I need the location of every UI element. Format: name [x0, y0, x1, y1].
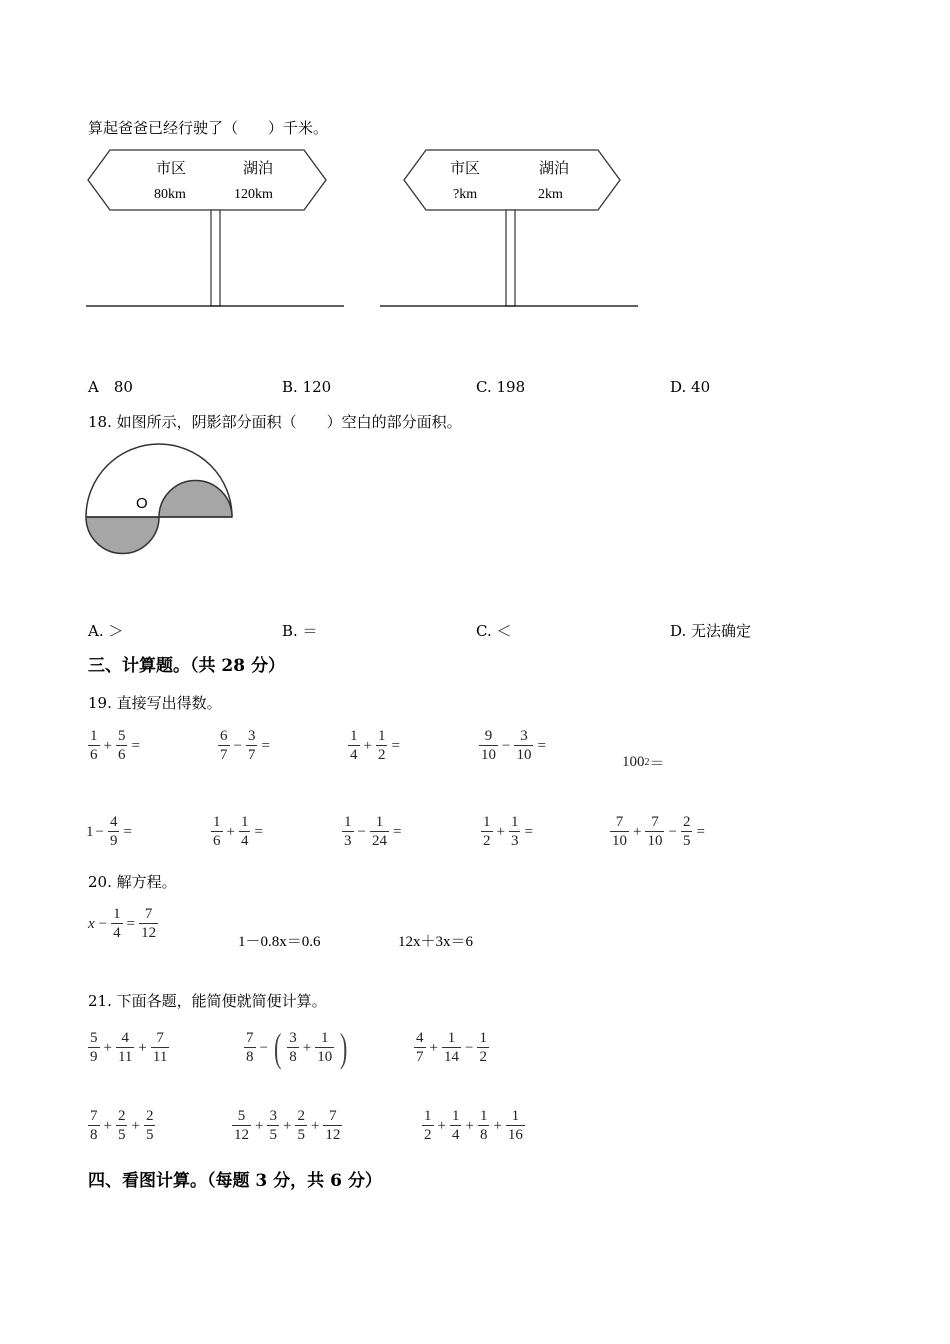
fraction	[478, 1108, 490, 1144]
operator: −	[357, 823, 366, 840]
denominator: 7	[220, 747, 228, 763]
numerator: 1	[344, 814, 352, 830]
equals: =	[131, 737, 140, 754]
denominator: 2	[424, 1127, 432, 1143]
denominator: 3	[344, 833, 352, 849]
numerator: 2	[145, 1108, 154, 1124]
fraction	[514, 728, 533, 764]
denominator: 10	[516, 747, 532, 763]
operator: +	[131, 1117, 140, 1134]
operator: −	[502, 737, 511, 754]
fraction	[218, 728, 230, 764]
q21-expr-2	[242, 1025, 352, 1070]
fraction	[116, 728, 128, 764]
section-3-title: 三、计算题。（共 28 分）	[88, 656, 285, 676]
road-sign-right	[378, 148, 640, 310]
denominator: 10	[481, 747, 496, 763]
fraction	[267, 1108, 279, 1144]
sign-left-dist-lake: 120km	[234, 187, 273, 202]
operator: +	[226, 823, 235, 840]
denominator: 5	[117, 1127, 126, 1143]
operator: +	[255, 1117, 264, 1134]
numerator: 4	[109, 814, 118, 830]
q19-expr-3	[346, 728, 402, 764]
denominator: 9	[90, 1049, 98, 1065]
operator: −	[259, 1039, 268, 1056]
fraction	[376, 728, 388, 764]
numerator: 1	[511, 1108, 520, 1124]
q20-equation-1	[88, 906, 160, 942]
denominator: 5	[682, 833, 691, 849]
operator: +	[103, 737, 112, 754]
numerator: 7	[156, 1030, 164, 1046]
q21-expr-6	[420, 1108, 527, 1144]
denominator: 16	[507, 1127, 523, 1143]
operator: −	[98, 915, 108, 932]
denominator: 5	[145, 1127, 154, 1143]
denominator: 3	[510, 833, 519, 849]
road-sign-left	[84, 148, 346, 310]
equals: =	[392, 823, 402, 840]
q19-expr-6	[86, 814, 134, 850]
denominator: 4	[350, 747, 358, 763]
numerator: 4	[416, 1030, 424, 1046]
q19-expr-2	[216, 728, 272, 764]
q21-expr-5	[230, 1108, 344, 1144]
equals: =	[696, 823, 705, 840]
operator: +	[496, 823, 505, 840]
operator: +	[465, 1117, 474, 1134]
equals: =	[254, 823, 263, 840]
denominator: 10	[612, 833, 627, 849]
denominator: 6	[213, 833, 221, 849]
operator: +	[302, 1039, 312, 1056]
numerator: 9	[484, 728, 493, 744]
section-4-title: 四、看图计算。（每题 3 分，共 6 分）	[88, 1171, 382, 1191]
numerator: 1	[90, 728, 98, 744]
fraction	[151, 1030, 169, 1066]
q21-expr-4	[86, 1108, 157, 1144]
fraction	[116, 1030, 134, 1066]
denominator: 6	[117, 747, 126, 763]
operator: +	[363, 737, 372, 754]
denominator: 4	[113, 925, 121, 941]
fraction	[479, 728, 498, 764]
sign-left-dist-city: 80km	[154, 187, 186, 202]
fraction	[506, 1108, 525, 1144]
denominator: 5	[269, 1127, 277, 1143]
sign-right-dest-city: 市区	[450, 159, 481, 177]
fraction	[116, 1108, 128, 1144]
numerator: 3	[289, 1030, 297, 1046]
fraction	[108, 814, 120, 850]
numerator: 7	[651, 814, 659, 830]
q17-option-c[interactable]: C. 198	[476, 378, 526, 396]
denominator: 11	[117, 1049, 133, 1065]
denominator: 8	[246, 1049, 254, 1065]
fraction	[246, 728, 258, 764]
denominator: 12	[141, 925, 157, 941]
fraction	[232, 1108, 251, 1144]
numerator: 3	[520, 728, 528, 744]
numerator: 1	[113, 906, 121, 922]
numerator: 3	[247, 728, 256, 744]
numerator: 1	[375, 814, 384, 830]
operator: +	[437, 1117, 446, 1134]
numerator: 1	[451, 1108, 460, 1124]
equals: ＝	[649, 756, 665, 772]
q19-expr-5	[622, 752, 665, 773]
denominator: 10	[317, 1049, 333, 1065]
denominator: 5	[297, 1127, 305, 1143]
denominator: 6	[90, 747, 98, 763]
denominator: 12	[234, 1127, 249, 1143]
q20-equation-3: 12x＋3x＝6	[398, 934, 474, 950]
numerator: 1	[510, 814, 519, 830]
fraction	[315, 1030, 334, 1066]
right-parenthesis: )	[340, 1025, 348, 1070]
numerator: 7	[615, 814, 624, 830]
numerator: 2	[297, 1108, 305, 1124]
sign-left-dest-lake: 湖泊	[243, 159, 274, 177]
fraction	[610, 814, 629, 850]
fraction	[88, 1030, 100, 1066]
numerator: 1	[377, 728, 386, 744]
q21-expr-3	[412, 1030, 491, 1066]
q19-title: 19. 直接写出得数。	[88, 694, 222, 712]
operator: +	[282, 1117, 292, 1134]
numerator: 6	[220, 728, 228, 744]
denominator: 7	[247, 747, 256, 763]
fraction	[287, 1030, 299, 1066]
q19-expr-4	[477, 728, 548, 764]
q19-expr-1	[86, 728, 142, 764]
fraction	[422, 1108, 434, 1144]
numerator: 1	[479, 1030, 487, 1046]
fraction	[295, 1108, 307, 1144]
q17-option-d[interactable]: D. 40	[670, 378, 711, 396]
numerator: 3	[269, 1108, 277, 1124]
denominator: 24	[371, 833, 387, 849]
denominator: 4	[451, 1127, 460, 1143]
numerator: 5	[90, 1030, 98, 1046]
numerator: 7	[90, 1108, 98, 1124]
power-base: 100	[622, 754, 645, 770]
q21-title: 21. 下面各题，能简便就简便计算。	[88, 992, 327, 1010]
denominator: 8	[90, 1127, 98, 1143]
left-parenthesis: (	[273, 1025, 282, 1070]
equals: =	[123, 823, 132, 840]
numerator: 1	[479, 1108, 488, 1124]
q20-equation-2: 1－0.8x＝0.6	[238, 934, 321, 950]
numerator: 2	[117, 1108, 126, 1124]
denominator: 2	[479, 1049, 487, 1065]
numerator: 5	[237, 1108, 246, 1124]
whole-number: 1	[86, 823, 94, 840]
fraction	[139, 906, 158, 942]
operator: −	[668, 823, 677, 840]
sign-right-dist-lake: 2km	[538, 187, 563, 202]
denominator: 8	[289, 1049, 297, 1065]
q19-expr-9	[479, 814, 535, 850]
equals: =	[537, 737, 546, 754]
fraction	[144, 1108, 156, 1144]
fraction	[645, 814, 664, 850]
denominator: 9	[109, 833, 118, 849]
fraction	[442, 1030, 461, 1066]
q18-option-b[interactable]: B. ＝	[282, 622, 318, 640]
q17-option-a[interactable]: A 80	[88, 378, 133, 396]
operator: +	[103, 1039, 112, 1056]
numerator: 1	[350, 728, 358, 744]
numerator: 1	[447, 1030, 456, 1046]
numerator: 1	[483, 814, 491, 830]
denominator: 11	[152, 1049, 168, 1065]
numerator: 4	[121, 1030, 129, 1046]
numerator: 2	[682, 814, 691, 830]
q18-option-a[interactable]: A. ＞	[88, 622, 124, 640]
equals: =	[391, 737, 400, 754]
operator: +	[138, 1039, 147, 1056]
denominator: 2	[483, 833, 491, 849]
fraction	[370, 814, 389, 850]
power-exponent: 2	[644, 757, 650, 768]
q18-option-c[interactable]: C. ＜	[476, 622, 512, 640]
denominator: 8	[479, 1127, 488, 1143]
denominator: 12	[325, 1127, 341, 1143]
operator: +	[493, 1117, 502, 1134]
sign-left-dest-city: 市区	[156, 159, 187, 177]
sign-right-dist-city: ?km	[453, 187, 478, 202]
q19-expr-10	[608, 814, 707, 850]
denominator: 10	[647, 833, 663, 849]
numerator: 1	[424, 1108, 432, 1124]
sign-right-dest-lake: 湖泊	[539, 159, 570, 177]
fraction	[509, 814, 521, 850]
numerator: 1	[240, 814, 249, 830]
numerator: 1	[213, 814, 221, 830]
equals: =	[524, 823, 533, 840]
q18-question: 18. 如图所示，阴影部分面积（ ）空白的部分面积。	[88, 413, 462, 431]
q18-option-d[interactable]: D. 无法确定	[670, 622, 752, 640]
fraction	[88, 728, 100, 764]
denominator: 4	[240, 833, 249, 849]
semicircle-figure	[84, 440, 240, 560]
denominator: 7	[416, 1049, 424, 1065]
numerator: 1	[321, 1030, 329, 1046]
operator: −	[233, 737, 242, 754]
fraction	[681, 814, 693, 850]
operator: −	[464, 1039, 474, 1056]
denominator: 14	[443, 1049, 459, 1065]
fraction	[111, 906, 123, 942]
fraction	[481, 814, 493, 850]
operator: +	[103, 1117, 112, 1134]
fraction	[450, 1108, 462, 1144]
numerator: 5	[117, 728, 126, 744]
fraction	[414, 1030, 426, 1066]
fraction	[342, 814, 354, 850]
fraction	[244, 1030, 256, 1066]
operator: +	[633, 823, 642, 840]
q21-expr-1	[86, 1030, 171, 1066]
fraction	[477, 1030, 489, 1066]
q19-expr-8	[340, 814, 403, 850]
fraction	[239, 814, 251, 850]
fraction	[88, 1108, 100, 1144]
q19-expr-7	[209, 814, 265, 850]
variable-x: x	[88, 915, 95, 932]
numerator: 7	[246, 1030, 254, 1046]
fraction	[211, 814, 223, 850]
fraction	[348, 728, 360, 764]
equals: =	[126, 915, 136, 932]
numerator: 7	[144, 906, 153, 922]
q17-option-b[interactable]: B. 120	[282, 378, 332, 396]
center-label-o: O	[136, 495, 148, 512]
q17-question-tail: 算起爸爸已经行驶了（ ）千米。	[88, 119, 329, 137]
denominator: 2	[377, 747, 386, 763]
operator: −	[95, 823, 104, 840]
q20-title: 20. 解方程。	[88, 873, 177, 891]
operator: +	[429, 1039, 438, 1056]
operator: +	[310, 1117, 320, 1134]
numerator: 7	[329, 1108, 337, 1124]
equals: =	[261, 737, 270, 754]
fraction	[323, 1108, 342, 1144]
